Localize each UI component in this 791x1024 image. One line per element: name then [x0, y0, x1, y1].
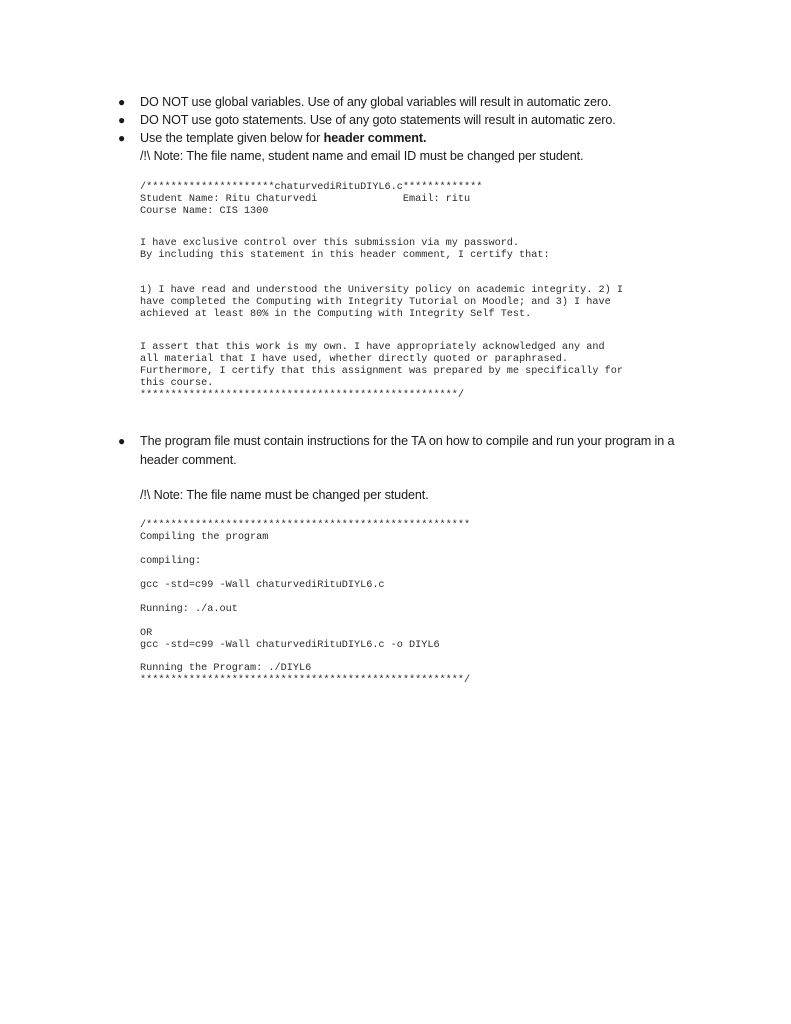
- instructions-list: [112, 432, 712, 470]
- rule-text: Use the template given below for: [140, 131, 324, 145]
- bullet-icon: ●: [118, 131, 126, 145]
- rule-text: The program file must contain instructions for the TA on how to compile and run your program in a header comment.: [140, 434, 675, 467]
- note-file-name: /!\ Note: The file name must be changed per student.: [140, 488, 429, 502]
- rule-global-variables: [112, 93, 712, 111]
- rule-text: DO NOT use goto statements. Use of any goto statements will result in automatic zero.: [140, 113, 616, 127]
- bullet-icon: ●: [118, 95, 126, 109]
- header-comment-block-4: I assert that this work is my own. I have appropriately acknowledged any and all material that I have used, whether directly quoted or paraphrased. Furthermore, I certify that this assignment was prepared by me specifically for this course. ****************************************************/: [140, 342, 623, 402]
- bullet-icon: ●: [118, 434, 126, 448]
- rule-text-bold: header comment.: [323, 131, 427, 145]
- rule-text: DO NOT use global variables. Use of any global variables will result in automatic zero.: [140, 95, 612, 109]
- compile-comment-block: /***************************************************** Compiling the program compiling: gcc -std=c99 -Wall chaturvediRituDIYL6.c Running: ./a.out OR gcc -std=c99 -Wall chaturvediRituDIYL6.c -o DIYL6 Running the Program: ./DIYL6 *****************************************************/: [140, 520, 471, 687]
- header-comment-block-3: 1) I have read and understood the University policy on academic integrity. 2) I have completed the Computing with Integrity Tutorial on Moodle; and 3) I have achieved at least 80% in the Computing with Integrity Self Test.: [140, 285, 623, 321]
- rule-header-template: [112, 129, 712, 147]
- rules-list: [112, 93, 712, 165]
- header-comment-block-1: /*********************chaturvediRituDIYL6.c************* Student Name: Ritu Chaturvedi Email: ritu Course Name: CIS 1300: [140, 182, 483, 218]
- header-comment-block-2: I have exclusive control over this submission via my password. By including this statement in this header comment, I certify that:: [140, 238, 550, 262]
- note-file-name-student: /!\ Note: The file name, student name and email ID must be changed per student.: [140, 149, 584, 163]
- bullet-icon: ●: [118, 113, 126, 127]
- rule-goto: [112, 111, 712, 129]
- rule-compile-instructions: [112, 432, 712, 470]
